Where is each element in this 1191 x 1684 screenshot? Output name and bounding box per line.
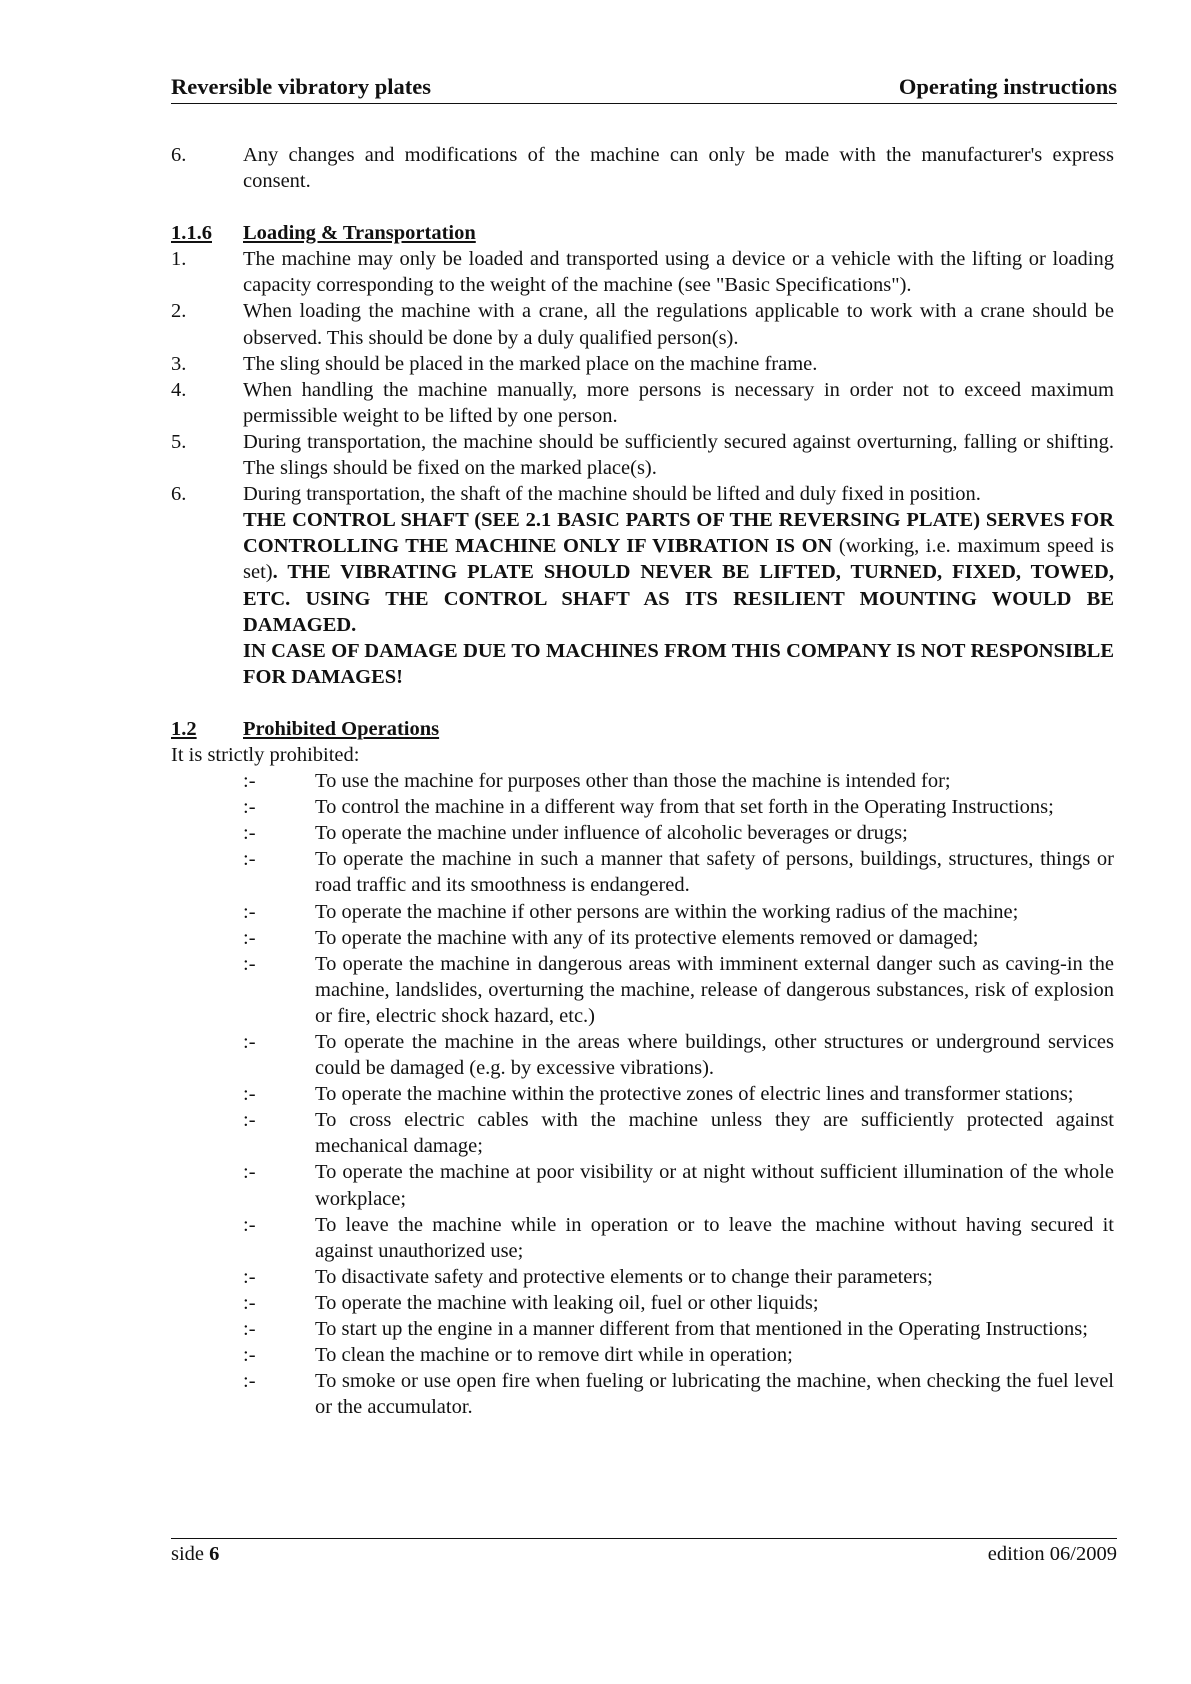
list-item [171, 1212, 1114, 1264]
intro-list-item [171, 142, 1114, 194]
list-item-text: To operate the machine in dangerous areas with imminent external danger such as caving-in the machine, landslides, overturning the machine, release of dangerous substances, risk of explosion or fire, electric shock hazard, etc.) [315, 952, 1114, 1027]
list-item-marker: :- [243, 1213, 256, 1236]
page-header [171, 74, 1117, 104]
warning-normal: (working, i.e. maximum speed is set) [243, 535, 1114, 584]
section-heading-loading [171, 220, 1114, 246]
list-item-text: To operate the machine at poor visibility or at night without sufficient illumination of the whole workplace; [315, 1161, 1114, 1210]
list-item-marker: :- [243, 848, 256, 871]
list-item-number: 5. [171, 430, 187, 453]
warning-bold-1: THE CONTROL SHAFT (SEE 2.1 BASIC PARTS OF THE REVERSING PLATE) SERVES FOR CONTROLLING THE MACHINE ONLY IF VIBRATION IS ON [243, 509, 1114, 558]
list-item-marker: :- [243, 770, 256, 793]
list-item-marker: :- [243, 1318, 256, 1341]
list-item [171, 925, 1114, 951]
list-item [171, 1029, 1114, 1081]
list-item-text: To control the machine in a different way from that set forth in the Operating Instructions; [315, 796, 1054, 819]
list-item-text: To clean the machine or to remove dirt while in operation; [315, 1344, 793, 1367]
list-item-text: When loading the machine with a crane, all the regulations applicable to work with a crane should be observed. This should be done by a duly qualified person(s). [243, 300, 1114, 349]
list-item-marker: :- [243, 926, 256, 949]
list-item-marker: :- [243, 1370, 256, 1393]
list-item-marker: :- [243, 1265, 256, 1288]
page-footer [171, 1538, 1117, 1566]
prohibited-list [171, 768, 1114, 1420]
list-item-text: To smoke or use open fire when fueling or lubricating the machine, when checking the fuel level or the accumulator. [315, 1370, 1114, 1419]
list-item-text: To disactivate safety and protective elements or to change their parameters; [315, 1265, 933, 1288]
list-item [171, 951, 1114, 1029]
header-title-left: Reversible vibratory plates [171, 74, 431, 99]
list-item [171, 351, 1114, 377]
prohibited-lead: It is strictly prohibited: [171, 743, 360, 766]
list-item-number: 1. [171, 248, 187, 271]
list-item [171, 481, 1114, 507]
list-item-text: To use the machine for purposes other than those the machine is intended for; [315, 770, 951, 793]
list-item-text: To operate the machine in the areas where buildings, other structures or underground services could be damaged (e.g. by excessive vibrations). [315, 1031, 1114, 1080]
list-item-marker: :- [243, 796, 256, 819]
list-item [171, 1159, 1114, 1211]
section-number: 1.2 [171, 717, 197, 740]
list-item-text: To start up the engine in a manner different from that mentioned in the Operating Instructions; [315, 1318, 1088, 1341]
list-item-marker: :- [243, 952, 256, 975]
list-item [171, 1264, 1114, 1290]
header-title-right: Operating instructions [898, 74, 1117, 99]
list-item-marker: :- [243, 1344, 256, 1367]
list-item-marker: :- [243, 1109, 256, 1132]
list-item [171, 377, 1114, 429]
warning-bold-2: . THE VIBRATING PLATE SHOULD NEVER BE LIFTED, TURNED, FIXED, TOWED, ETC. USING THE CONTROL SHAFT AS ITS RESILIENT MOUNTING WOULD BE DAMAGED. [243, 561, 1114, 636]
list-item [171, 1342, 1114, 1368]
list-item-text: To operate the machine under influence of alcoholic beverages or drugs; [315, 822, 908, 845]
intro-item-text: Any changes and modifications of the machine can only be made with the manufacturer's express consent. [243, 144, 1114, 193]
list-item-text: To leave the machine while in operation or to leave the machine without having secured it against unauthorized use; [315, 1213, 1114, 1262]
list-item [171, 1316, 1114, 1342]
list-item [171, 1290, 1114, 1316]
list-item-marker: :- [243, 1161, 256, 1184]
page-number: 6 [209, 1543, 220, 1565]
footer-edition: edition 06/2009 [987, 1543, 1117, 1565]
loading-warning [171, 507, 1114, 637]
section-number: 1.1.6 [171, 222, 212, 245]
list-item [171, 768, 1114, 794]
list-item-marker: :- [243, 822, 256, 845]
list-item-text: The machine may only be loaded and transported using a device or a vehicle with the lifting or loading capacity corresponding to the weight of the machine (see "Basic Specifications"). [243, 248, 1114, 297]
footer-side [171, 1543, 219, 1566]
list-item [171, 298, 1114, 350]
list-item-text: To operate the machine with any of its protective elements removed or damaged; [315, 926, 979, 949]
page-content [171, 142, 1114, 1420]
list-item-text: To operate the machine with leaking oil, fuel or other liquids; [315, 1291, 819, 1314]
list-item-marker: :- [243, 1031, 256, 1053]
list-item-text: During transportation, the machine should be sufficiently secured against overturning, falling or shifting. The slings should be fixed on the marked place(s). [243, 430, 1114, 480]
list-item [171, 846, 1114, 898]
warning-bold-3: IN CASE OF DAMAGE DUE TO MACHINES FROM THIS COMPANY IS NOT RESPONSIBLE FOR DAMAGES! [243, 639, 1114, 688]
list-item-text: To operate the machine within the protective zones of electric lines and transformer stations; [315, 1083, 1074, 1106]
list-item-marker: :- [243, 1083, 256, 1106]
list-item [171, 794, 1114, 820]
loading-warning-2 [171, 638, 1114, 690]
intro-item-number: 6. [171, 144, 187, 166]
list-item-number: 6. [171, 483, 187, 506]
list-item-text: To operate the machine in such a manner that safety of persons, buildings, structures, things or road traffic and its smoothness is endangered. [315, 848, 1114, 897]
list-item-text: The sling should be placed in the marked place on the machine frame. [243, 352, 818, 375]
list-item-number: 4. [171, 378, 187, 401]
list-item-number: 3. [171, 352, 187, 375]
list-item-text: To cross electric cables with the machine unless they are sufficiently protected against mechanical damage; [315, 1109, 1114, 1158]
list-item-text: To operate the machine if other persons are within the working radius of the machine; [315, 900, 1019, 923]
loading-list [171, 246, 1114, 507]
section-title: Prohibited Operations [243, 717, 440, 740]
list-item [171, 246, 1114, 298]
list-item [171, 1081, 1114, 1107]
list-item-text: When handling the machine manually, more persons is necessary in order not to exceed maximum permissible weight to be lifted by one person. [243, 378, 1114, 427]
list-item [171, 429, 1114, 481]
list-item [171, 899, 1114, 925]
list-item [171, 820, 1114, 846]
list-item-marker: :- [243, 1291, 256, 1314]
warning-text [243, 507, 1114, 637]
list-item [171, 1107, 1114, 1159]
list-item [171, 1368, 1114, 1420]
list-item-number: 2. [171, 300, 187, 323]
list-item-marker: :- [243, 900, 256, 923]
section-title: Loading & Transportation [243, 222, 476, 245]
section-heading-prohibited [171, 716, 1114, 742]
list-item-text: During transportation, the shaft of the machine should be lifted and duly fixed in position. [243, 483, 981, 506]
footer-side-label: side [171, 1543, 205, 1565]
